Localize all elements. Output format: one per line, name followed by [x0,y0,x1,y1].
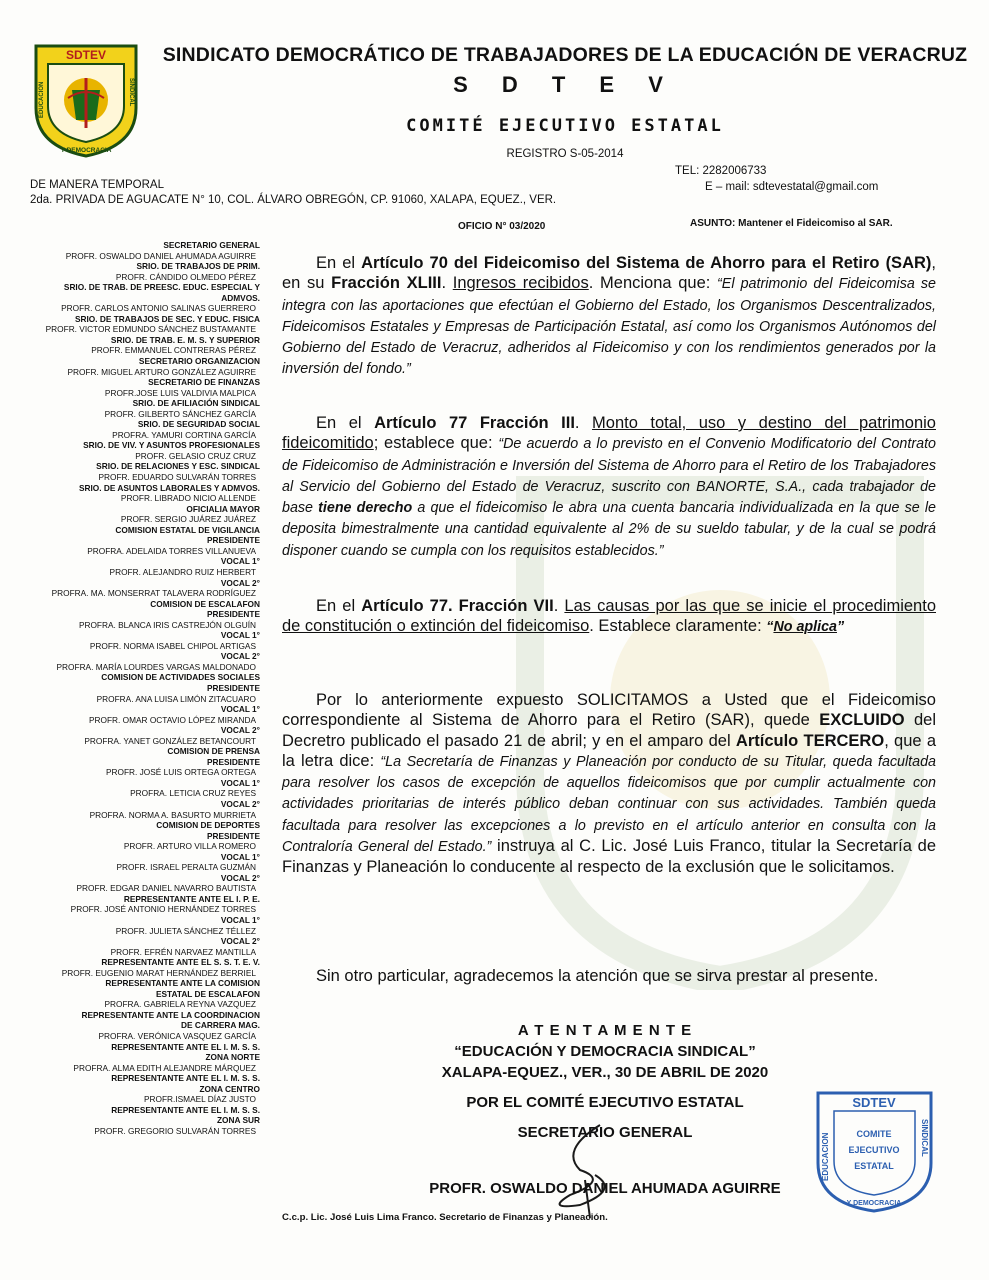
roster-name: PROFR. GREGORIO SULVARÁN TORRES [94,1125,256,1136]
p4-quote: “La Secretaría de Finanzas y Planeación por conducto de su Titular, queda facultada para resolver los casos de excepción de aquellos fideicomisos que por cumplir actualmente con actividades prioritarias de interés público deban continuar con sus actividades. También queda facultada para resolver las excepciones a lo previsto en el artículo anterior en consulta con la Contraloría General del Estado.” [282,753,937,856]
phone: TEL: 2282006733 [675,165,767,177]
roster-title: COMISION DE ESCALAFON [150,598,260,609]
roster-name: PROFR. EDGAR DANIEL NAVARRO BAUTISTA [76,883,256,894]
roster-subtitle: PRESIDENTE [206,830,260,841]
logo-text-right: SINDICAL [128,78,134,107]
roster-name: PROFRA. MARÍA LOURDES VARGAS MALDONADO [56,661,256,672]
roster-name: PROFR. VICTOR EDMUNDO SÁNCHEZ BUSTAMANTE [45,324,256,335]
roster-name: PROFRA. BLANCA IRIS CASTREJÓN OLGUÍN [78,619,256,630]
signer-role: SECRETARIO GENERAL [517,1124,693,1141]
roster-subtitle: ZONA CENTRO [199,1083,260,1094]
roster-title: VOCAL 1° [220,915,260,925]
paragraph-1: En el Artículo 70 del Fideicomiso del Sistema de Ahorro para el Retiro (SAR), en su Fracción XLIII. Ingresos recibidos. Menciona que: “El patrimonio del Fideicomisa se integra con las aportaciones que efectúan el Gobierno del Estado, los Organismos Descentralizados, Fideicomisos Estatales y Empresas de Participación Estatal, así como los Organismos Autónomos del Gobierno del Estado de Veracruz, adheridos al Fideicomiso y con los rendimientos generados por la inversión del fondo.” [282,254,937,378]
roster-title: COMISION DE ACTIVIDADES SOCIALES [101,672,260,683]
oficio-number: OFICIO N° 03/2020 [458,221,546,232]
roster-name: PROFRA. MA. MONSERRAT TALAVERA RODRÍGUEZ [51,588,256,599]
signer-name: PROFR. OSWALDO DANIEL AHUMADA AGUIRRE [429,1180,781,1197]
address-line-1: DE MANERA TEMPORAL [30,179,164,191]
roster-title: VOCAL 1° [220,777,260,788]
roster-name: PROFRA. VERÓNICA VASQUEZ GARCÍA [98,1031,256,1042]
roster-name: PROFR. EDUARDO SULVARÁN TORRES [98,472,256,483]
p1-topic: Ingresos recibidos [452,274,589,293]
roster-title: SECRETARIO GENERAL [163,240,260,250]
paragraph-4: Por lo anteriormente expuesto SOLICITAMOS a Usted que el Fideicomiso correspondiente al Sistema de Ahorro para el Retiro (SAR), quede EXCLUIDO del Decretro publicado el pasado 21 de abril; y en el amparo del Artículo TERCERO, que a la letra dice: “La Secretaría de Finanzas y Planeación por conducto de su Titular, queda facultada para resolver los casos de excepción de aquellos fideicomisos que por cumplir actualmente con actividades prioritarias de interés público deban continuar con sus actividades. También queda facultada para resolver las excepciones a lo previsto en el artículo anterior en consulta con la Contraloría General del Estado.” instruya al C. Lic. José Luis Franco, titular la Secretaría de Finanzas y Planeación lo conducente al respecto de la exclusión que le solicitamos. [282,691,937,877]
roster-name: PROFR. EUGENIO MARAT HERNÁNDEZ BERRIEL [61,967,256,978]
p3-article: Artículo 77. Fracción VII [361,597,554,615]
roster-title: OFICIALIA MAYOR [186,503,260,514]
sdtev-logo [30,38,142,160]
atentamente: A T E N T A M E N T E [517,1022,693,1039]
p2-article: Artículo 77 Fracción III [374,414,575,432]
roster-title: SRIO. DE TRABAJOS DE PRIM. [136,261,260,272]
roster-title: SECRETARIO DE FINANZAS [148,377,260,388]
roster-subtitle: ZONA NORTE [205,1052,260,1063]
address-block [30,178,556,208]
roster-title: SRIO. DE TRABAJOS DE SEC. Y EDUC. FISICA [74,313,260,324]
roster-subtitle: ZONA SUR [216,1115,260,1126]
org-acronym: S D T E V [453,72,677,97]
org-name: SINDICATO DEMOCRÁTICO DE TRABAJADORES DE LA EDUCACIÓN DE VERACRUZ [162,44,968,66]
roster-name: PROFRA. NORMA A. BASURTO MURRIETA [89,809,256,820]
roster-subtitle: PRESIDENTE [206,609,260,620]
ccp: C.c.p. Lic. José Luis Lima Franco. Secretario de Finanzas y Planeación. [282,1212,608,1223]
roster-name: PROFRA. LETICIA CRUZ REYES [130,788,256,799]
roster-name: PROFR. OSWALDO DANIEL AHUMADA AGUIRRE [65,250,256,261]
roster-name: PROFRA. YAMURI CORTINA GARCÍA [112,429,256,440]
excluido: EXCLUIDO [819,711,905,730]
roster-name: PROFR. SERGIO JUÁREZ JUÁREZ [120,514,256,525]
roster-title: VOCAL 2° [220,936,260,947]
roster-subtitle: PRESIDENTE [206,756,260,767]
roster-title: VOCAL 2° [220,725,260,736]
paragraph-2: En el Artículo 77 Fracción III. Monto total, uso y destino del patrimonio fideicomitido; establece que: “De acuerdo a lo previsto en el Convenio Modificatorio del Contrato de Fideicomiso de Administración e Inversión del Sistema de Ahorro para el Retiro de los Trabajadores al Servicio del Gobierno del Estado de Veracruz, suscrito con BANORTE, S.A., cada trabajador de base tiene derecho a que el fideicomiso le abra una cuenta bancaria individualizada en la que se le deposita bimestralmente una cantidad equivalente al 2% de su sueldo tabular, y de la cual se podrá disponer cuando se cumpla con los requisitos establecidos.” [282,414,936,559]
official-stamp [812,1085,937,1215]
roster-name: PROFR. JOSÉ ANTONIO HERNÁNDEZ TORRES [70,904,256,915]
roster-title: REPRESENTANTE ANTE LA COMISION [105,978,260,989]
logo-text-top: SDTEV [65,48,107,62]
motto: “EDUCACIÓN Y DEMOCRACIA SINDICAL” [454,1043,756,1060]
roster-name: PROFR.ISMAEL DÍAZ JUSTO [143,1094,256,1105]
roster-title: REPRESENTANTE ANTE EL I. M. S. S. [111,1041,260,1052]
committee-roster [28,240,260,1136]
roster-title: SRIO. DE VIV. Y ASUNTOS PROFESIONALES [83,440,260,451]
stamp-right: SINDICAL [920,1119,929,1157]
p4-article: Artículo TERCERO [735,731,885,750]
roster-title: SRIO. DE RELACIONES Y ESC. SINDICAL [96,461,260,472]
paragraph-3: En el Artículo 77. Fracción VII. Las causas por las que se inicie el procedimiento de constitución o extinción del fideicomiso. Establece claramente: “No aplica” [282,597,936,636]
roster-title: VOCAL 2° [220,577,260,588]
roster-title: SRIO. DE SEGURIDAD SOCIAL [137,419,260,430]
no-aplica: No aplica [773,619,837,636]
roster-subtitle: ESTATAL DE ESCALAFON [155,988,260,999]
address-line-2: 2da. PRIVADA DE AGUACATE N° 10, COL. ÁLVARO OBREGÓN, CP. 91060, XALAPA, EQUEZ., VER. [30,194,557,206]
roster-name: PROFR. LIBRADO NICIO ALLENDE [120,493,256,504]
stamp-line-2: EJECUTIVO [848,1145,900,1155]
roster-title: REPRESENTANTE ANTE EL S. S. T. E. V. [101,957,260,968]
roster-title: COMISION DE DEPORTES [156,820,260,831]
por-el-comite: POR EL COMITÉ EJECUTIVO ESTATAL [466,1094,744,1111]
roster-name: PROFRA. YANET GONZÁLEZ BETANCOURT [84,735,256,746]
roster-title: SRIO. DE ASUNTOS LABORALES Y ADMVOS. [78,482,260,493]
roster-subtitle: PRESIDENTE [206,535,260,546]
roster-title: SRIO. DE TRAB. E. M. S. Y SUPERIOR [110,334,260,345]
stamp-line-1: COMITE [856,1129,892,1139]
p2-topic: Monto total, uso y destino del patrimonio fideicomitido [282,414,936,453]
roster-name: PROFR. ALEJANDRO RUIZ HERBERT [109,566,256,577]
contact-block [675,163,878,195]
roster-name: PROFR. MIGUEL ARTURO GONZÁLEZ AGUIRRE [67,366,256,377]
roster-title: VOCAL 1° [220,630,260,641]
roster-title: REPRESENTANTE ANTE EL I. P. E. [123,893,260,904]
roster-name: PROFR. GELASIO CRUZ CRUZ [135,450,256,461]
p1-fraction: Fracción XLIII [331,274,442,293]
roster-name: PROFR. ISRAEL PERALTA GUZMÁN [116,862,256,873]
roster-name: PROFR. EMMANUEL CONTRERAS PÉREZ [91,345,256,356]
roster-name: PROFR. CÁNDIDO OLMEDO PÉREZ [115,271,256,282]
stamp-line-3: ESTATAL [854,1161,894,1171]
roster-name: PROFR. GILBERTO SÁNCHEZ GARCÍA [104,408,256,419]
roster-title: VOCAL 1° [220,704,260,715]
roster-title: SRIO. DE AFILIACIÓN SINDICAL [132,398,260,409]
email: E – mail: sdtevestatal@gmail.com [705,181,879,193]
roster-subtitle: ADMVOS. [221,292,260,303]
roster-title: VOCAL 2° [220,798,260,809]
roster-name: PROFR. JULIETA SÁNCHEZ TÉLLEZ [115,925,256,936]
roster-name: PROFR. EFRÉN NARVAEZ MANTILLA [110,946,256,957]
signature [540,1120,640,1220]
roster-title: REPRESENTANTE ANTE EL I. M. S. S. [111,1073,260,1084]
p3-topic: Las causas por las que se inicie el procedimiento de constitución o extinción del fideicomiso [282,597,936,636]
paragraph-5: Sin otro particular, agradecemos la atención que se sirva prestar al presente. [316,967,879,985]
roster-title: SRIO. DE TRAB. DE PREESC. EDUC. ESPECIAL Y [63,282,260,293]
roster-name: PROFRA. ALMA EDITH ALEJANDRE MÁRQUEZ [73,1062,256,1073]
roster-title: VOCAL 2° [220,651,260,662]
asunto: ASUNTO: Mantener el Fideicomiso al SAR. [690,218,893,229]
roster-name: PROFR. JOSÉ LUIS ORTEGA ORTEGA [106,767,256,778]
roster-name: PROFRA. GABRIELA REYNA VAZQUEZ [104,999,256,1010]
p1-quote: “El patrimonio del Fideicomisa se integra con las aportaciones que efectúan el Gobierno del Estado, los Organismos Descentralizados, Fideicomisos Estatales y Empresas de Participación Estatal, así como los Organismos Autónomos del Gobierno del Estado de Veracruz, adheridos al Fideicomiso y con los rendimientos generados por la inversión del fondo.” [282,276,937,378]
stamp-left: EDUCACION [821,1132,830,1181]
p1-article: Artículo 70 del Fideicomiso del Sistema de Ahorro para el Retiro (SAR) [361,254,932,272]
roster-name: PROFR. NORMA ISABEL CHIPOL ARTIGAS [89,640,256,651]
roster-name: PROFR. CARLOS ANTONIO SALINAS GUERRERO [61,303,256,314]
roster-name: PROFRA. ANA LUISA LIMÓN ZITACUARO [96,693,256,704]
roster-title: SECRETARIO ORGANIZACION [138,356,260,367]
roster-name: PROFR.JOSE LUIS VALDIVIA MALPICA [104,387,256,398]
roster-name: PROFR. ARTURO VILLA ROMERO [123,841,256,852]
roster-title: VOCAL 1° [220,851,260,862]
roster-title: COMISION ESTATAL DE VIGILANCIA [115,524,260,535]
roster-title: COMISION DE PRENSA [167,746,260,757]
roster-title: VOCAL 1° [220,556,260,567]
roster-name: PROFRA. ADELAIDA TORRES VILLANUEVA [87,545,256,556]
stamp-top: SDTEV [852,1095,896,1110]
logo-text-bottom: Y DEMOCRACIA [60,147,112,154]
roster-subtitle: DE CARRERA MAG. [181,1020,260,1031]
roster-title: REPRESENTANTE ANTE LA COORDINACION [81,1009,260,1020]
stamp-bottom: Y DEMOCRACIA [846,1200,902,1207]
roster-title: REPRESENTANTE ANTE EL I. M. S. S. [111,1104,260,1115]
roster-title: VOCAL 2° [220,872,260,883]
committee-title: COMITÉ EJECUTIVO ESTATAL [406,116,724,136]
registro: REGISTRO S-05-2014 [506,148,624,160]
roster-subtitle: PRESIDENTE [206,682,260,693]
logo-text-left: EDUCACION [39,81,45,118]
place-date: XALAPA-EQUEZ., VER., 30 DE ABRIL DE 2020 [441,1064,769,1081]
roster-name: PROFR. OMAR OCTAVIO LÓPEZ MIRANDA [88,714,256,725]
